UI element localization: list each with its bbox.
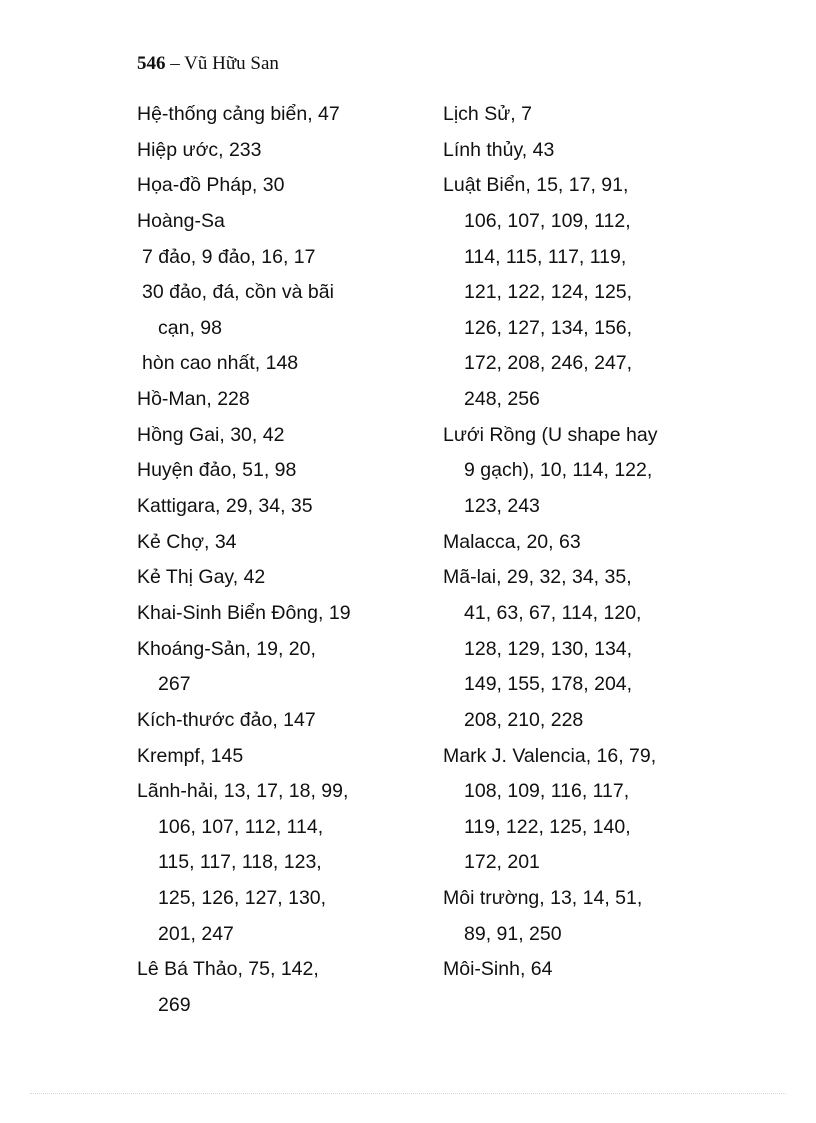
index-entry: Lưới Rồng (U shape hay bbox=[443, 423, 658, 446]
index-entry: Krempf, 145 bbox=[137, 744, 244, 767]
index-entry: Khoáng-Sản, 19, 20, bbox=[137, 637, 316, 660]
index-entry: Họa-đồ Pháp, 30 bbox=[137, 174, 285, 197]
page-number: 546 bbox=[137, 53, 166, 74]
index-entry: Malacca, 20, 63 bbox=[443, 530, 581, 553]
index-continuation: 106, 107, 112, 114, bbox=[158, 815, 324, 838]
index-entry: Hồng Gai, 30, 42 bbox=[137, 423, 285, 446]
index-entry: Hồ-Man, 228 bbox=[137, 388, 250, 411]
index-continuation: 121, 122, 124, 125, bbox=[464, 281, 633, 304]
index-entry: Lính thủy, 43 bbox=[443, 138, 555, 161]
index-entry: Mark J. Valencia, 16, 79, bbox=[443, 744, 657, 767]
index-continuation: 108, 109, 116, 117, bbox=[464, 780, 630, 803]
index-continuation: cạn, 98 bbox=[158, 316, 222, 339]
index-continuation: 41, 63, 67, 114, 120, bbox=[464, 601, 642, 624]
index-continuation: 149, 155, 178, 204, bbox=[464, 673, 633, 696]
index-entry: Kẻ Chợ, 34 bbox=[137, 530, 237, 553]
index-entry: Hiệp ước, 233 bbox=[137, 138, 262, 161]
index-subentry: 7 đảo, 9 đảo, 16, 17 bbox=[142, 245, 316, 268]
index-entry: Hoàng-Sa bbox=[137, 209, 225, 232]
index-column-left bbox=[137, 97, 427, 1024]
index-continuation: 106, 107, 109, 112, bbox=[464, 209, 631, 232]
index-entry: Môi-Sinh, 64 bbox=[443, 958, 553, 981]
index-entry: Khai-Sinh Biển Đông, 19 bbox=[137, 601, 351, 624]
page-bottom-divider bbox=[30, 1093, 786, 1094]
index-entry: Luật Biển, 15, 17, 91, bbox=[443, 174, 629, 197]
index-continuation: 9 gạch), 10, 114, 122, bbox=[464, 459, 653, 482]
index-entry: Huyện đảo, 51, 98 bbox=[137, 459, 297, 482]
index-continuation: 128, 129, 130, 134, bbox=[464, 637, 633, 660]
index-entry: Kẻ Thị Gay, 42 bbox=[137, 566, 266, 589]
index-entry: Kích-thước đảo, 147 bbox=[137, 708, 316, 731]
index-continuation: 172, 208, 246, 247, bbox=[464, 352, 633, 375]
index-entry: Môi trường, 13, 14, 51, bbox=[443, 887, 643, 910]
header-separator: – bbox=[165, 53, 185, 74]
index-subentry: hòn cao nhất, 148 bbox=[142, 352, 299, 375]
running-header bbox=[137, 53, 279, 75]
index-entry: Hệ-thống cảng biển, 47 bbox=[137, 103, 340, 125]
index-continuation: 269 bbox=[158, 994, 191, 1017]
index-continuation: 248, 256 bbox=[464, 388, 540, 411]
index-continuation: 172, 201 bbox=[464, 851, 540, 874]
index-entry: Mã-lai, 29, 32, 34, 35, bbox=[443, 566, 632, 589]
index-entry: Lịch Sử, 7 bbox=[443, 103, 532, 125]
index-continuation: 208, 210, 228 bbox=[464, 708, 584, 731]
index-continuation: 126, 127, 134, 156, bbox=[464, 316, 633, 339]
index-continuation: 119, 122, 125, 140, bbox=[464, 815, 631, 838]
index-continuation: 123, 243 bbox=[464, 495, 540, 518]
index-entry: Lãnh-hải, 13, 17, 18, 99, bbox=[137, 780, 349, 803]
index-continuation: 201, 247 bbox=[158, 922, 234, 945]
index-continuation: 115, 117, 118, 123, bbox=[158, 851, 322, 874]
index-continuation: 267 bbox=[158, 673, 191, 696]
index-column-right bbox=[443, 97, 773, 988]
index-continuation: 125, 126, 127, 130, bbox=[158, 887, 327, 910]
index-continuation: 89, 91, 250 bbox=[464, 922, 562, 945]
header-author: Vũ Hữu San bbox=[184, 53, 279, 74]
index-subentry: 30 đảo, đá, cồn và bãi bbox=[142, 281, 334, 304]
index-entry: Kattigara, 29, 34, 35 bbox=[137, 495, 313, 518]
index-continuation: 114, 115, 117, 119, bbox=[464, 245, 627, 268]
index-entry: Lê Bá Thảo, 75, 142, bbox=[137, 958, 319, 981]
